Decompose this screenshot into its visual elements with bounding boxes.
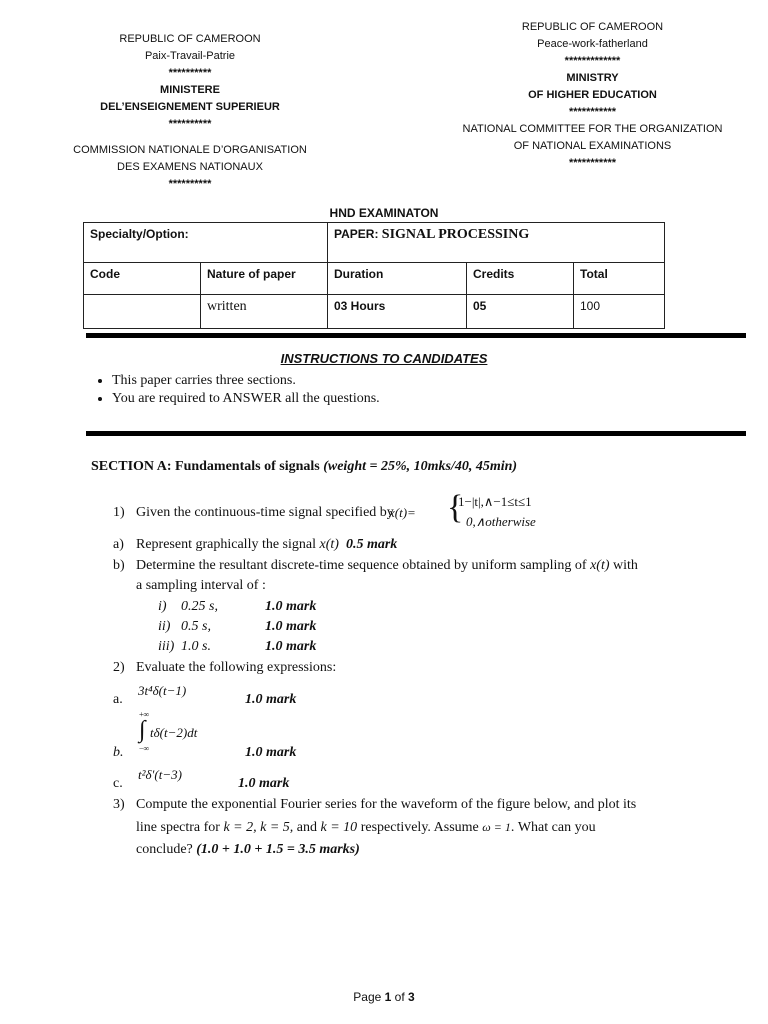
section-a-title: SECTION A: Fundamentals of signals (weight = 25%, 10mks/40, 45min) [91,459,518,474]
page-current: 1 [384,990,392,1004]
instruction-item: • This paper carries three sections. [112,372,380,390]
q1b-i-value: 0.25 s, [181,599,218,614]
q1b-line-2: a sampling interval of : [136,578,266,593]
exam-title: HND EXAMINATON [329,206,439,220]
header-right-motto: Peace-work-fatherland [537,38,648,51]
q1b-label: b) [113,558,125,573]
paper-cell [328,223,665,263]
header-left [60,31,320,193]
q2c-expr: t²δ′(t−3) [138,767,182,782]
q1-case-1: 1−|t|,∧−1≤t≤1 [458,494,532,509]
paper-value: SIGNAL PROCESSING [381,227,530,242]
header-left-stars: ********** [168,178,212,191]
value-credits: 05 [467,295,574,329]
section-a-weight: (weight = 25%, 10mks/40, 45min) [323,459,518,474]
q2b-upper: +∞ [139,710,150,719]
q3-marks: (1.0 + 1.0 + 1.5 = 3.5 marks) [196,842,360,857]
value-total: 100 [574,295,665,329]
header-duration: Duration [328,263,467,295]
q3-line-2: line spectra for k = 2, k = 5, and k = 10 respectively. Assume ω = 1. What can you [136,820,596,835]
specialty-label: Specialty/Option: [90,227,189,241]
header-left-commission: COMMISSION NATIONALE D’ORGANISATION [73,144,307,157]
q2a-label: a. [113,692,123,707]
q2c-mark: 1.0 mark [238,776,290,791]
header-right-ministry-name: OF HIGHER EDUCATION [528,89,657,102]
page-total: 3 [408,990,415,1004]
header-left-stars: ********** [168,118,212,131]
header-left-motto: Paix-Travail-Patrie [144,50,236,63]
header-right-ministry: MINISTRY [566,72,619,85]
instructions-title: INSTRUCTIONS TO CANDIDATES [280,351,488,366]
q1b-iii-label: iii) [158,639,175,654]
q2-number: 2) [113,660,125,675]
q1b-ii-value: 0.5 s, [181,619,211,634]
header-right-stars: ************* [564,55,621,68]
q2b-mark: 1.0 mark [245,745,297,760]
q1-lhs: x(t)= [389,505,416,520]
q3-line-3: conclude? (1.0 + 1.0 + 1.5 = 3.5 marks) [136,842,360,857]
instructions-list [90,372,380,408]
header-right-country: REPUBLIC OF CAMEROON [521,21,664,33]
header-right-stars: *********** [568,106,617,119]
q3-line-1: Compute the exponential Fourier series for the waveform of the figure below, and plot its [136,797,637,812]
q1-brace: { [447,489,464,526]
q1a-line: Represent graphically the signal x(t) 0.5 mark [136,537,398,552]
header-left-commission-2: DES EXAMENS NATIONAUX [117,161,263,174]
q2b-integral: ∫ [139,717,146,743]
header-total: Total [574,263,665,295]
header-nature: Nature of paper [201,263,328,295]
q2c-label: c. [113,776,123,791]
q1b-ii-label: ii) [158,619,171,634]
header-left-ministry: MINISTERE [160,84,220,97]
divider-bottom [86,431,746,436]
q2-text: Evaluate the following expressions: [136,660,337,675]
q3-omega: ω = 1 [482,820,511,834]
q2a-expr: 3t⁴δ(t−1) [138,683,187,698]
q3-number: 3) [113,797,125,812]
paper-label: PAPER: [334,227,379,241]
q1b-iii-mark: 1.0 mark [265,639,317,654]
q1-number: 1) [113,505,125,520]
q1b-iii-value: 1.0 s. [181,639,211,654]
exam-info-table [83,222,665,329]
q1-case-2: 0,∧otherwise [466,514,536,529]
header-right-committee: NATIONAL COMMITTEE FOR THE ORGANIZATION [462,123,723,136]
value-duration: 03 Hours [328,295,467,329]
q2b-lower: −∞ [139,744,150,753]
q1a-mark: 0.5 mark [345,537,398,552]
q1a-label: a) [113,537,124,552]
value-code [84,295,201,329]
header-left-stars: ********** [168,67,212,80]
header-left-country: REPUBLIC OF CAMEROON [119,33,261,45]
q1a-var: x(t) [319,537,339,552]
q1-text: Given the continuous-time signal specified by [136,505,394,520]
header-left-ministry-name: DEL’ENSEIGNEMENT SUPERIEUR [100,101,280,114]
header-credits: Credits [467,263,574,295]
q1b-i-mark: 1.0 mark [265,599,317,614]
divider-top [86,333,746,338]
header-right-stars: *********** [568,157,617,170]
q2b-label: b. [113,745,124,760]
header-right-committee-2: OF NATIONAL EXAMINATIONS [513,140,672,153]
q1b-ii-mark: 1.0 mark [265,619,317,634]
value-nature: written [201,295,328,329]
q1b-i-label: i) [158,599,167,614]
page-footer: Page 1 of 3 [353,990,415,1004]
q2b-expr: tδ(t−2)dt [150,725,198,740]
q1b-line-1: Determine the resultant discrete-time sequence obtained by uniform sampling of x(t) with [136,558,638,573]
q2a-mark: 1.0 mark [245,692,297,707]
header-right [460,19,725,172]
instruction-item: • You are required to ANSWER all the questions. [112,390,380,408]
specialty-cell [84,223,328,263]
header-code: Code [84,263,201,295]
